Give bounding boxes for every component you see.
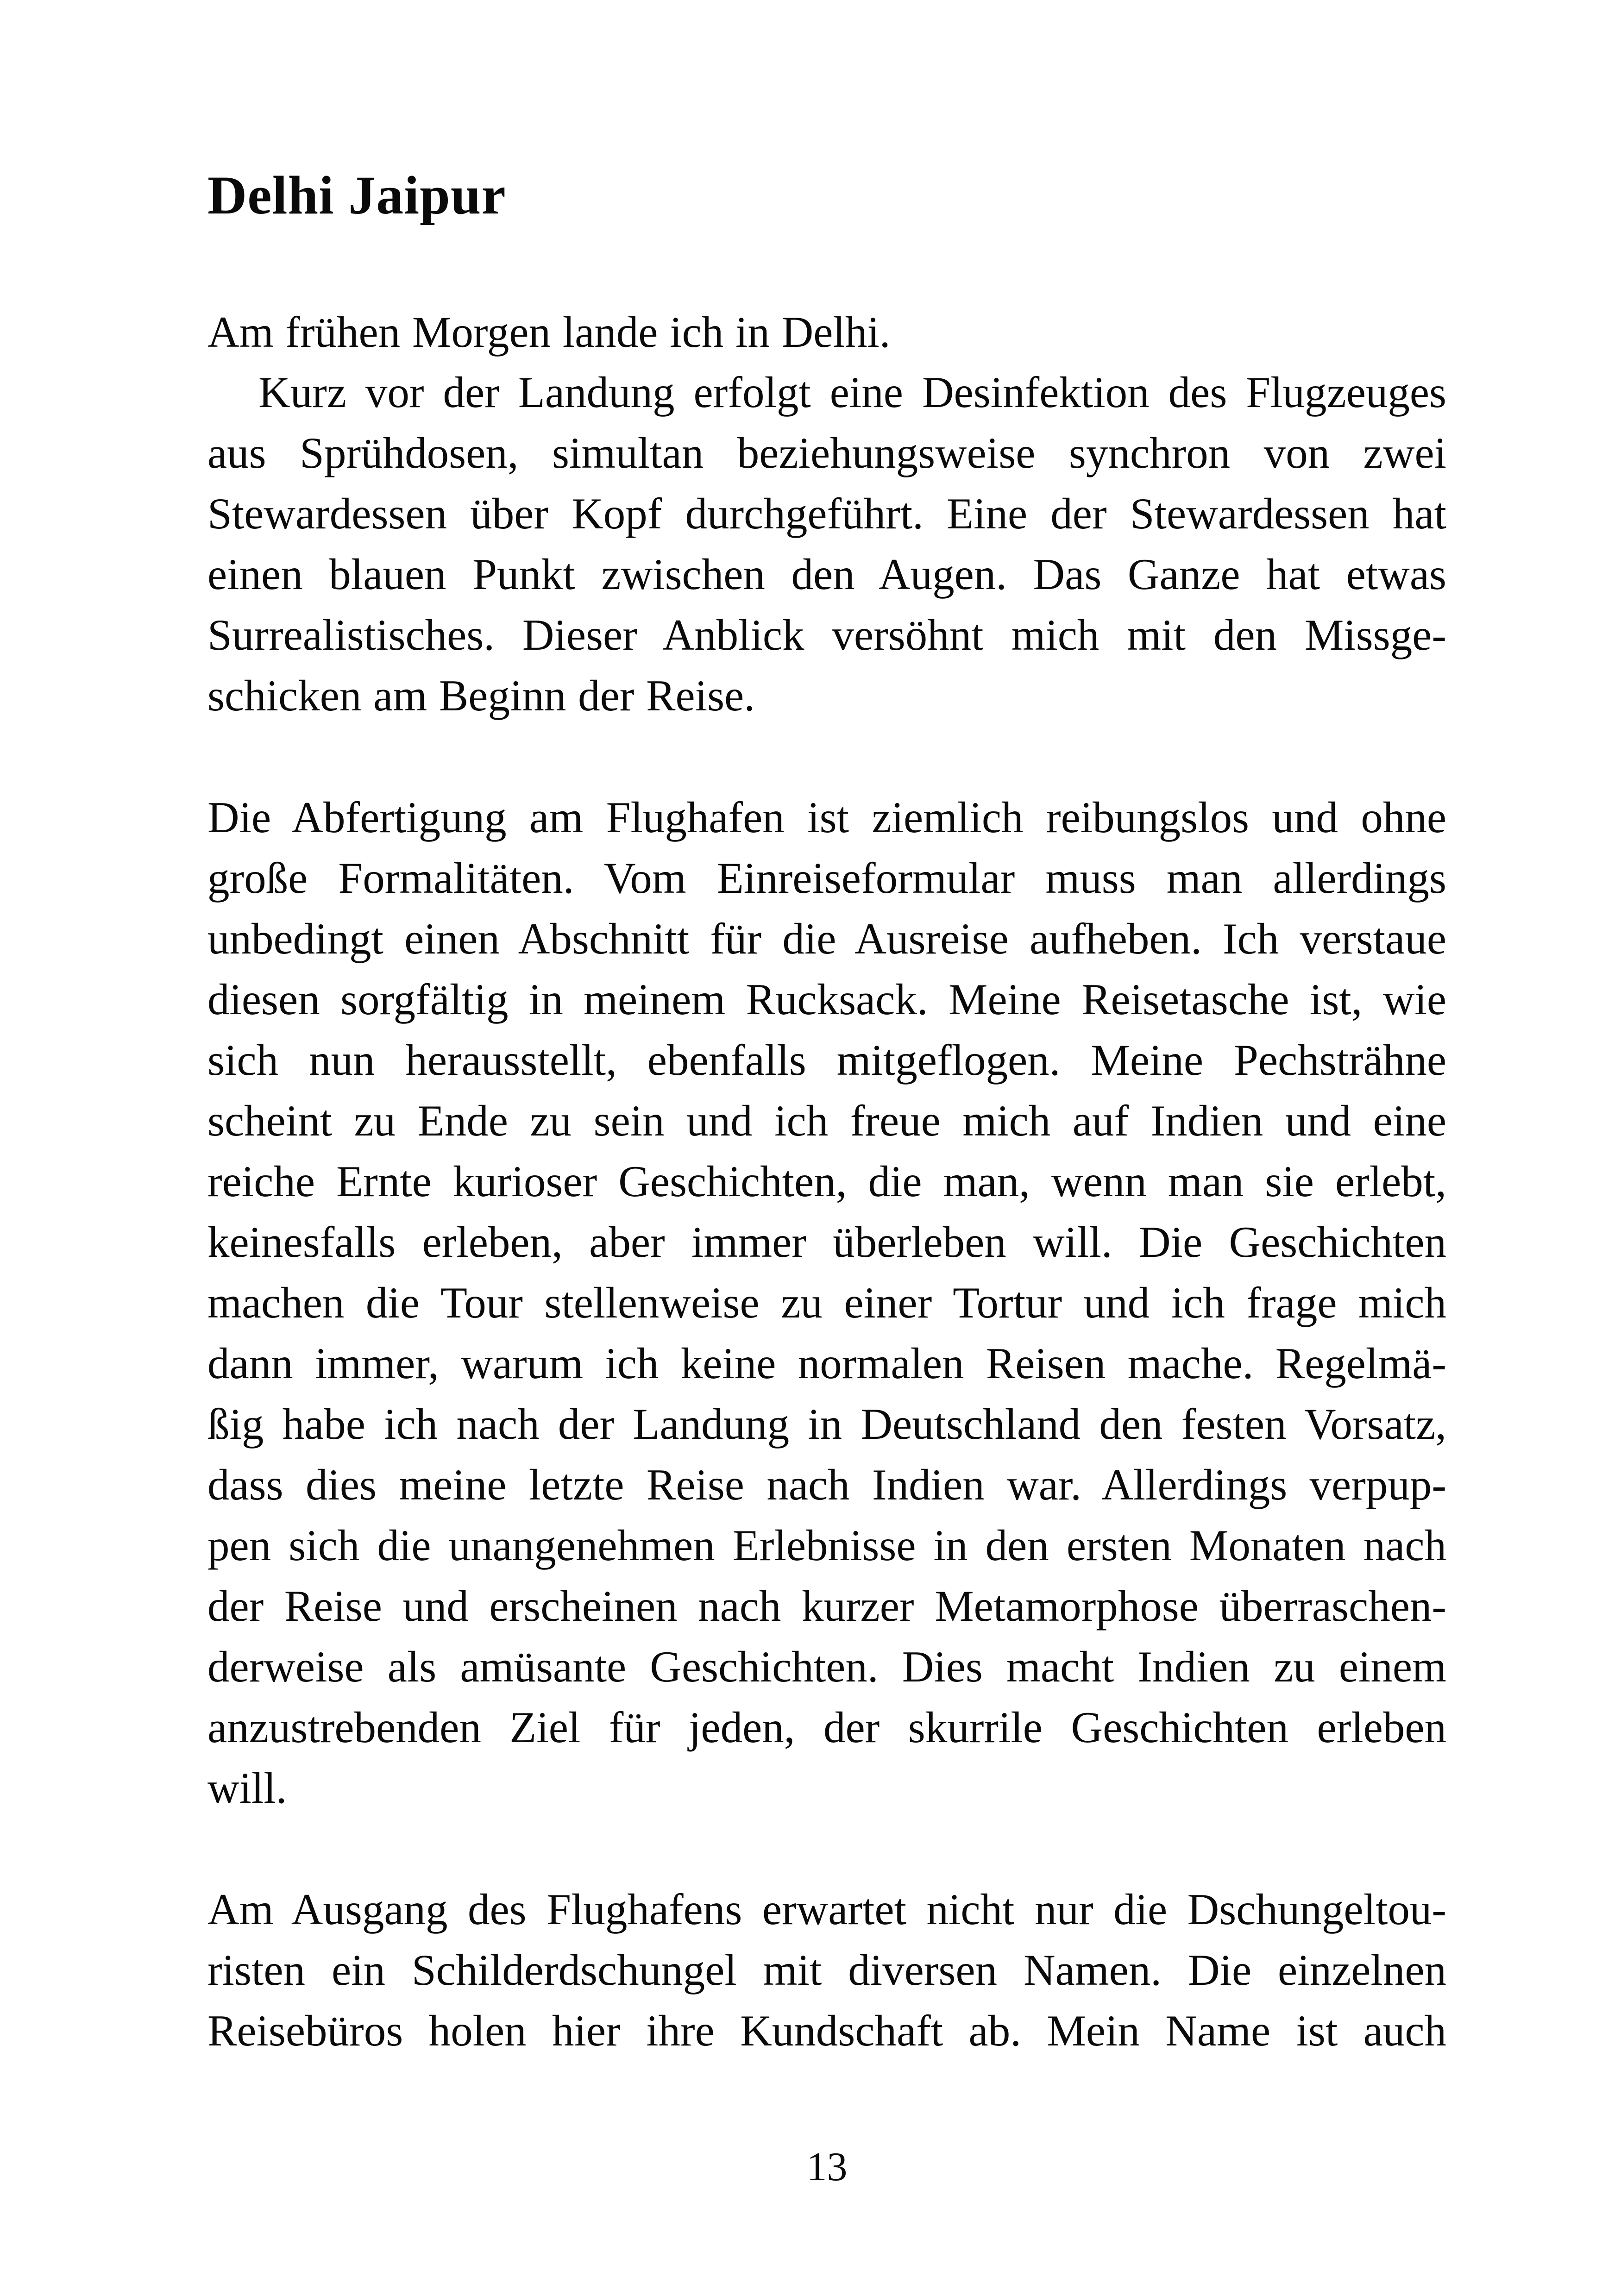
- text-line: reiche Ernte kurioser Geschichten, die man, wenn man sie erlebt,: [207, 1157, 1446, 1206]
- chapter-title: Delhi Jaipur: [207, 165, 506, 226]
- text-line: ßig habe ich nach der Landung in Deutschland den festen Vorsatz,: [207, 1399, 1446, 1449]
- text-line: Die Abfertigung am Flughafen ist ziemlich reibungslos und ohne: [207, 793, 1446, 842]
- text-line: machen die Tour stellenweise zu einer Tortur und ich frage mich: [207, 1278, 1446, 1327]
- text-line: große Formalitäten. Vom Einreiseformular muss man allerdings: [207, 853, 1446, 903]
- text-line: will.: [207, 1763, 287, 1813]
- text-line: schicken am Beginn der Reise.: [207, 671, 755, 720]
- text-line: Reisebüros holen hier ihre Kundschaft ab. Mein Name ist auch: [207, 2006, 1446, 2055]
- page-number: 13: [806, 2145, 848, 2189]
- text-line: unbedingt einen Abschnitt für die Ausreise aufheben. Ich verstaue: [207, 914, 1446, 963]
- text-line: scheint zu Ende zu sein und ich freue mich auf Indien und eine: [207, 1096, 1446, 1145]
- text-line: keinesfalls erleben, aber immer überleben will. Die Geschichten: [207, 1217, 1446, 1267]
- text-line: pen sich die unangenehmen Erlebnisse in den ersten Monaten nach: [207, 1521, 1446, 1570]
- text-line: derweise als amüsante Geschichten. Dies macht Indien zu einem: [207, 1642, 1446, 1691]
- text-line: Surrealistisches. Dieser Anblick versöhnt mich mit den Missge-: [207, 610, 1446, 659]
- text-line: einen blauen Punkt zwischen den Augen. Das Ganze hat etwas: [207, 550, 1446, 599]
- text-line: Kurz vor der Landung erfolgt eine Desinfektion des Flugzeuges: [258, 368, 1446, 417]
- text-line: Am frühen Morgen lande ich in Delhi.: [207, 307, 891, 357]
- text-line: der Reise und erscheinen nach kurzer Metamorphose überraschen-: [207, 1581, 1446, 1631]
- text-line: Stewardessen über Kopf durchgeführt. Eine der Stewardessen hat: [207, 489, 1446, 538]
- text-line: anzustrebenden Ziel für jeden, der skurrile Geschichten erleben: [207, 1703, 1446, 1752]
- text-line: risten ein Schilderdschungel mit diversen Namen. Die einzelnen: [207, 1945, 1446, 1995]
- text-line: diesen sorgfältig in meinem Rucksack. Meine Reisetasche ist, wie: [207, 975, 1446, 1024]
- text-line: aus Sprühdosen, simultan beziehungsweise synchron von zwei: [207, 428, 1446, 477]
- text-line: Am Ausgang des Flughafens erwartet nicht nur die Dschungeltou-: [207, 1885, 1446, 1934]
- book-page: [207, 0, 1446, 2296]
- text-line: dass dies meine letzte Reise nach Indien war. Allerdings verpup-: [207, 1460, 1446, 1509]
- text-line: dann immer, warum ich keine normalen Reisen mache. Regelmä-: [207, 1339, 1446, 1388]
- text-line: sich nun herausstellt, ebenfalls mitgeflogen. Meine Pechsträhne: [207, 1035, 1446, 1085]
